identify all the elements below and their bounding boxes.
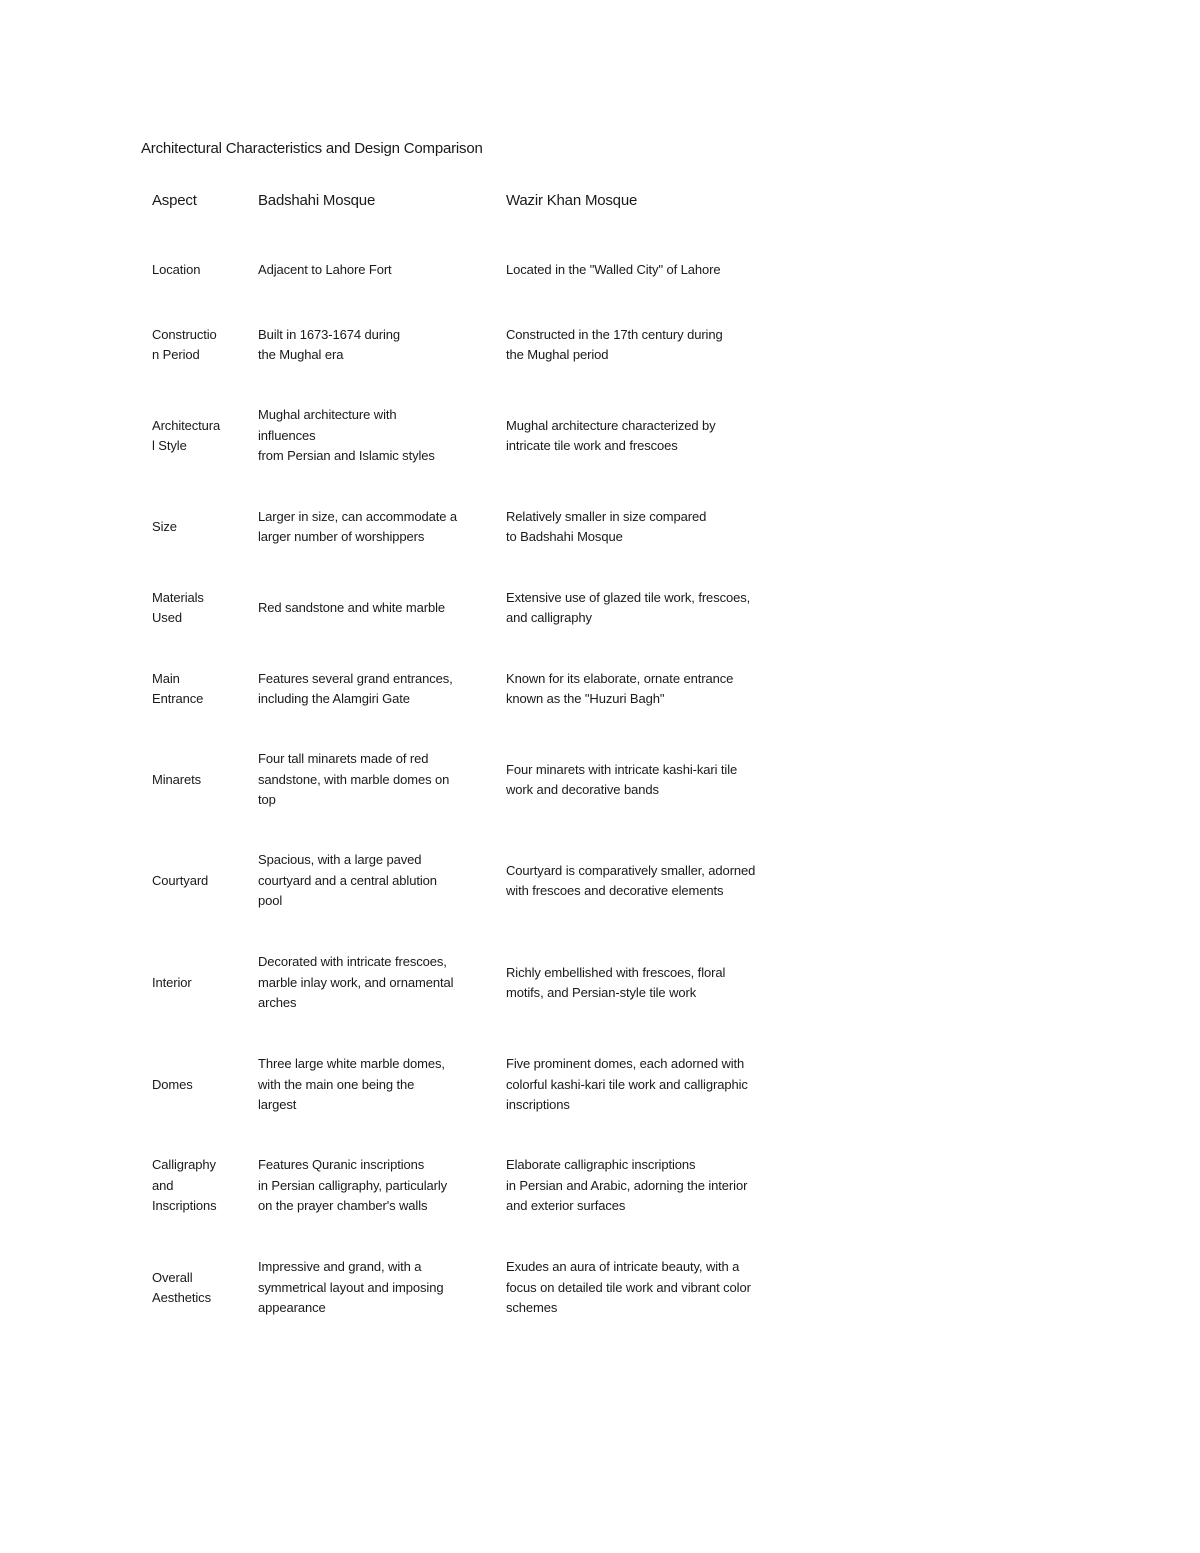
- header-badshahi: Badshahi Mosque: [258, 192, 376, 209]
- cell-wazir: Mughal architecture characterized by intricate tile work and frescoes: [506, 417, 716, 453]
- cell-aspect: Domes: [152, 1076, 193, 1092]
- cell-wazir: Five prominent domes, each adorned with colorful kashi-kari tile work and calligraphic inscriptions: [506, 1056, 748, 1113]
- document-title: Architectural Characteristics and Design Comparison: [141, 140, 483, 157]
- cell-badshahi: Features Quranic inscriptions in Persian calligraphy, particularly on the prayer chamber's walls: [258, 1157, 448, 1214]
- header-aspect: Aspect: [152, 192, 197, 209]
- cell-wazir: Extensive use of glazed tile work, frescoes, and calligraphy: [506, 589, 751, 625]
- cell-wazir: Known for its elaborate, ornate entrance known as the "Huzuri Bagh": [506, 670, 734, 706]
- cell-badshahi: Decorated with intricate frescoes, marble inlay work, and ornamental arches: [258, 954, 454, 1011]
- cell-aspect: Interior: [152, 974, 192, 990]
- cell-aspect: Courtyard: [152, 872, 209, 888]
- cell-badshahi: Four tall minarets made of red sandstone, with marble domes on top: [258, 751, 450, 808]
- cell-badshahi: Mughal architecture with influences from Persian and Islamic styles: [258, 407, 435, 464]
- cell-aspect: Location: [152, 261, 201, 277]
- cell-aspect: Main Entrance: [152, 670, 204, 706]
- cell-aspect: Minarets: [152, 771, 202, 787]
- cell-badshahi: Features several grand entrances, including the Alamgiri Gate: [258, 670, 453, 706]
- cell-wazir: Exudes an aura of intricate beauty, with a focus on detailed tile work and vibrant color schemes: [506, 1259, 751, 1316]
- cell-wazir: Constructed in the 17th century during the Mughal period: [506, 326, 723, 362]
- cell-badshahi: Larger in size, can accommodate a larger number of worshippers: [258, 508, 458, 544]
- cell-aspect: Architectura l Style: [152, 417, 221, 453]
- header-wazir: Wazir Khan Mosque: [506, 192, 638, 209]
- cell-wazir: Four minarets with intricate kashi-kari tile work and decorative bands: [506, 761, 738, 797]
- cell-badshahi: Adjacent to Lahore Fort: [258, 261, 392, 277]
- cell-badshahi: Impressive and grand, with a symmetrical layout and imposing appearance: [258, 1259, 444, 1316]
- cell-aspect: Calligraphy and Inscriptions: [152, 1157, 217, 1214]
- cell-wazir: Richly embellished with frescoes, floral motifs, and Persian-style tile work: [506, 964, 726, 1000]
- cell-aspect: Size: [152, 518, 177, 534]
- cell-wazir: Located in the "Walled City" of Lahore: [506, 261, 721, 277]
- cell-wazir: Elaborate calligraphic inscriptions in Persian and Arabic, adorning the interior and exterior surfaces: [506, 1157, 748, 1214]
- cell-aspect: Constructio n Period: [152, 326, 217, 362]
- cell-aspect: Materials Used: [152, 589, 204, 625]
- cell-badshahi: Spacious, with a large paved courtyard and a central ablution pool: [258, 852, 437, 909]
- cell-badshahi: Red sandstone and white marble: [258, 599, 446, 615]
- cell-badshahi: Three large white marble domes, with the main one being the largest: [258, 1056, 445, 1113]
- cell-wazir: Courtyard is comparatively smaller, adorned with frescoes and decorative elements: [506, 862, 756, 898]
- cell-wazir: Relatively smaller in size compared to Badshahi Mosque: [506, 508, 707, 544]
- cell-badshahi: Built in 1673-1674 during the Mughal era: [258, 326, 401, 362]
- cell-aspect: Overall Aesthetics: [152, 1269, 211, 1305]
